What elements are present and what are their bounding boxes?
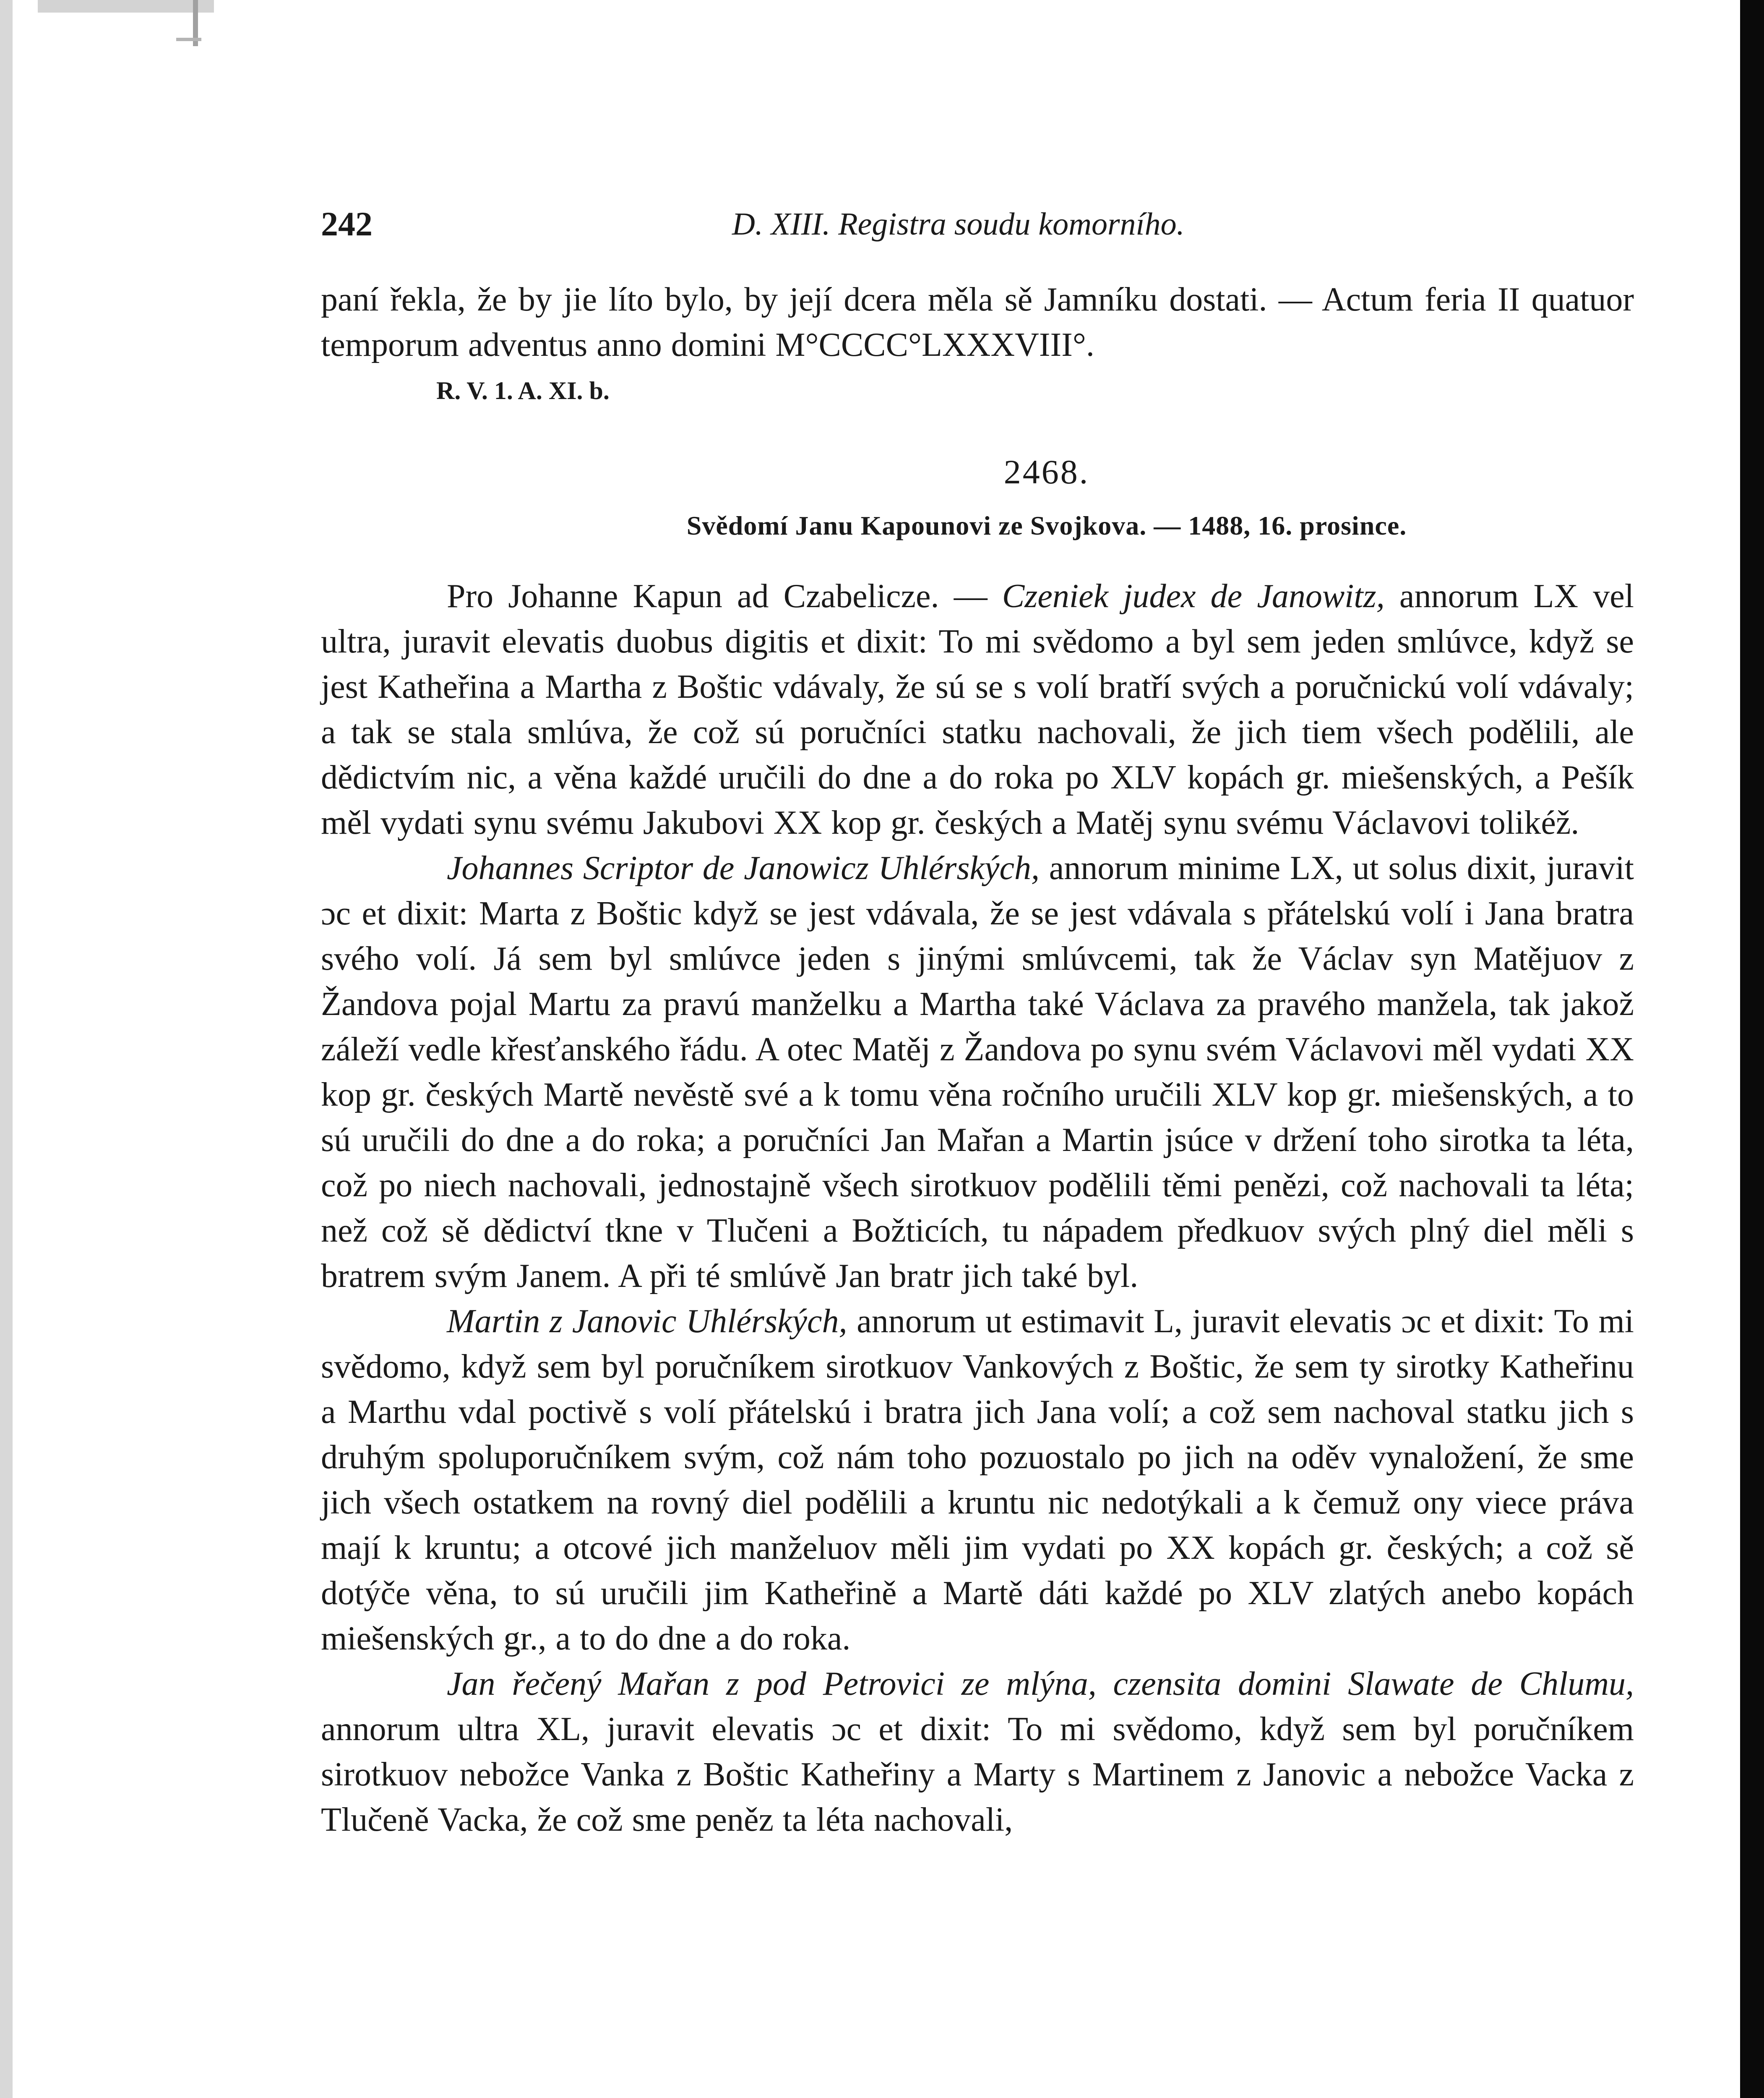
witness-name: Johannes Scriptor de Janowicz Uhlérských, xyxy=(447,850,1040,887)
witness-name: Jan řečený Mařan z pod Petrovici ze mlýna, czensita domini Slawate de Chlumu, xyxy=(447,1665,1634,1702)
paragraph-text: annorum ultra XL, juravit elevatis ɔc et dixit: To mi svědomo, když sem byl poručníkem sirotkuov nebožce Vanka z Boštic Katheřiny a Marty s Martinem z Janovic a nebožce Vacka z Tlučeně Vacka, že což sme peněz ta léta nachovali, xyxy=(321,1711,1634,1838)
document-summary: Svědomí Janu Kapounovi ze Svojkova. — 1488, 16. prosince. xyxy=(686,511,1407,540)
witness-name: Martin z Janovic Uhlérských, xyxy=(447,1303,847,1340)
paragraph-lead: Pro Johanne Kapun ad Czabelicze. — xyxy=(447,578,1002,615)
running-head: D. XIII. Registra soudu komorního. xyxy=(732,206,1185,242)
witness-name: Czeniek judex de Janowitz, xyxy=(1002,578,1385,615)
paragraph-text: annorum minime LX, ut solus dixit, juravit ɔc et dixit: Marta z Boštic když se jest vdávala, že se jest vdávala s přátelskú volí i Jana bratra svého volí. Já sem byl smlúvce jeden s jinými smlúvcemi, tak že Václav syn Matějuov z Žandova pojal Martu za pravú manželku a Martha také Václava za pravého manžela, tak jakož záleží vedle křesťanského řádu. A otec Matěj z Žandova po synu svém Václavovi měl vydati XX kop gr. českých Martě nevěstě své a k tomu věna ročního uručili XLV kop gr. miešenských, a to sú uručili do dne a do roka; a poručníci Jan Mařan a Martin jsúce v držení toho sirotka ta léta, což po niech nachovali, jednostajně všech sirotkuov podělili těmi penězi, což nachovali ta léta; než což sě dědictví tkne v Tlučeni a Božticích, tu nápadem předkuov svých plný diel měli s bratrem svým Janem. A při té smlúvě Jan bratr jich také byl. xyxy=(321,850,1634,1294)
page-header xyxy=(321,197,1634,248)
testimony-paragraph-2 xyxy=(321,845,1634,1299)
scan-right-border xyxy=(1740,0,1764,2098)
document-number: 2468. xyxy=(1003,453,1090,491)
paragraph-text: annorum LX vel ultra, juravit elevatis duobus digitis et dixit: To mi svědomo a byl sem jeden smlúvce, když se jest Katheřina a Martha z Boštic vdávaly, že sú se s volí bratří svých a poručnickú volí vdávaly; a tak se stala smlúva, že což sú poručníci statku nachovali, že jich tiem všech podělili, ale dědictvím nic, a věna každé uručili do dne a do roka po XLV kopách gr. miešenských, a Pešík měl vydati synu svému Jakubovi XX kop gr. českých a Matěj synu svému Václavovi tolikéž. xyxy=(321,578,1634,841)
paragraph-continuation: paní řekla, že by jie líto bylo, by její dcera měla sě Jamníku dostati. — Actum feria II quatuor temporum adventus anno domini M°CCCC°LXXXVIII°. xyxy=(321,281,1634,363)
page xyxy=(13,0,1740,2098)
archive-reference: R. V. 1. A. XI. b. xyxy=(436,377,610,404)
testimony-paragraph-1 xyxy=(321,574,1634,845)
testimony-paragraph-4 xyxy=(321,1661,1634,1842)
testimony-paragraph-3 xyxy=(321,1299,1634,1661)
scan-artifact xyxy=(38,0,214,50)
page-number: 242 xyxy=(321,205,373,243)
page-body xyxy=(321,197,1634,1842)
paragraph-text: annorum ut estimavit L, juravit elevatis ɔc et dixit: To mi svědomo, když sem byl poručníkem sirotkuov Vankových z Boštic, že sem ty sirotky Katheřinu a Marthu vdal poctivě s volí přátelskú i bratra jich Jana volí; a což sem nachoval statku jich s druhým spoluporučníkem svým, což nám toho pozuostalo po jich na oděv vynaložení, že sme jich všech ostatkem na rovný diel podělili a kruntu nic nedotýkali a k čemuž ony viece práva mají k kruntu; a otcové jich manželuov měli jim vydati po XX kopách gr. českých; a což sě dotýče věna, to sú uručili jim Katheřině a Martě dáti každé po XLV zlatých anebo kopách miešenských gr., a to do dne a do roka. xyxy=(321,1303,1634,1657)
scan-left-margin xyxy=(0,0,13,2098)
